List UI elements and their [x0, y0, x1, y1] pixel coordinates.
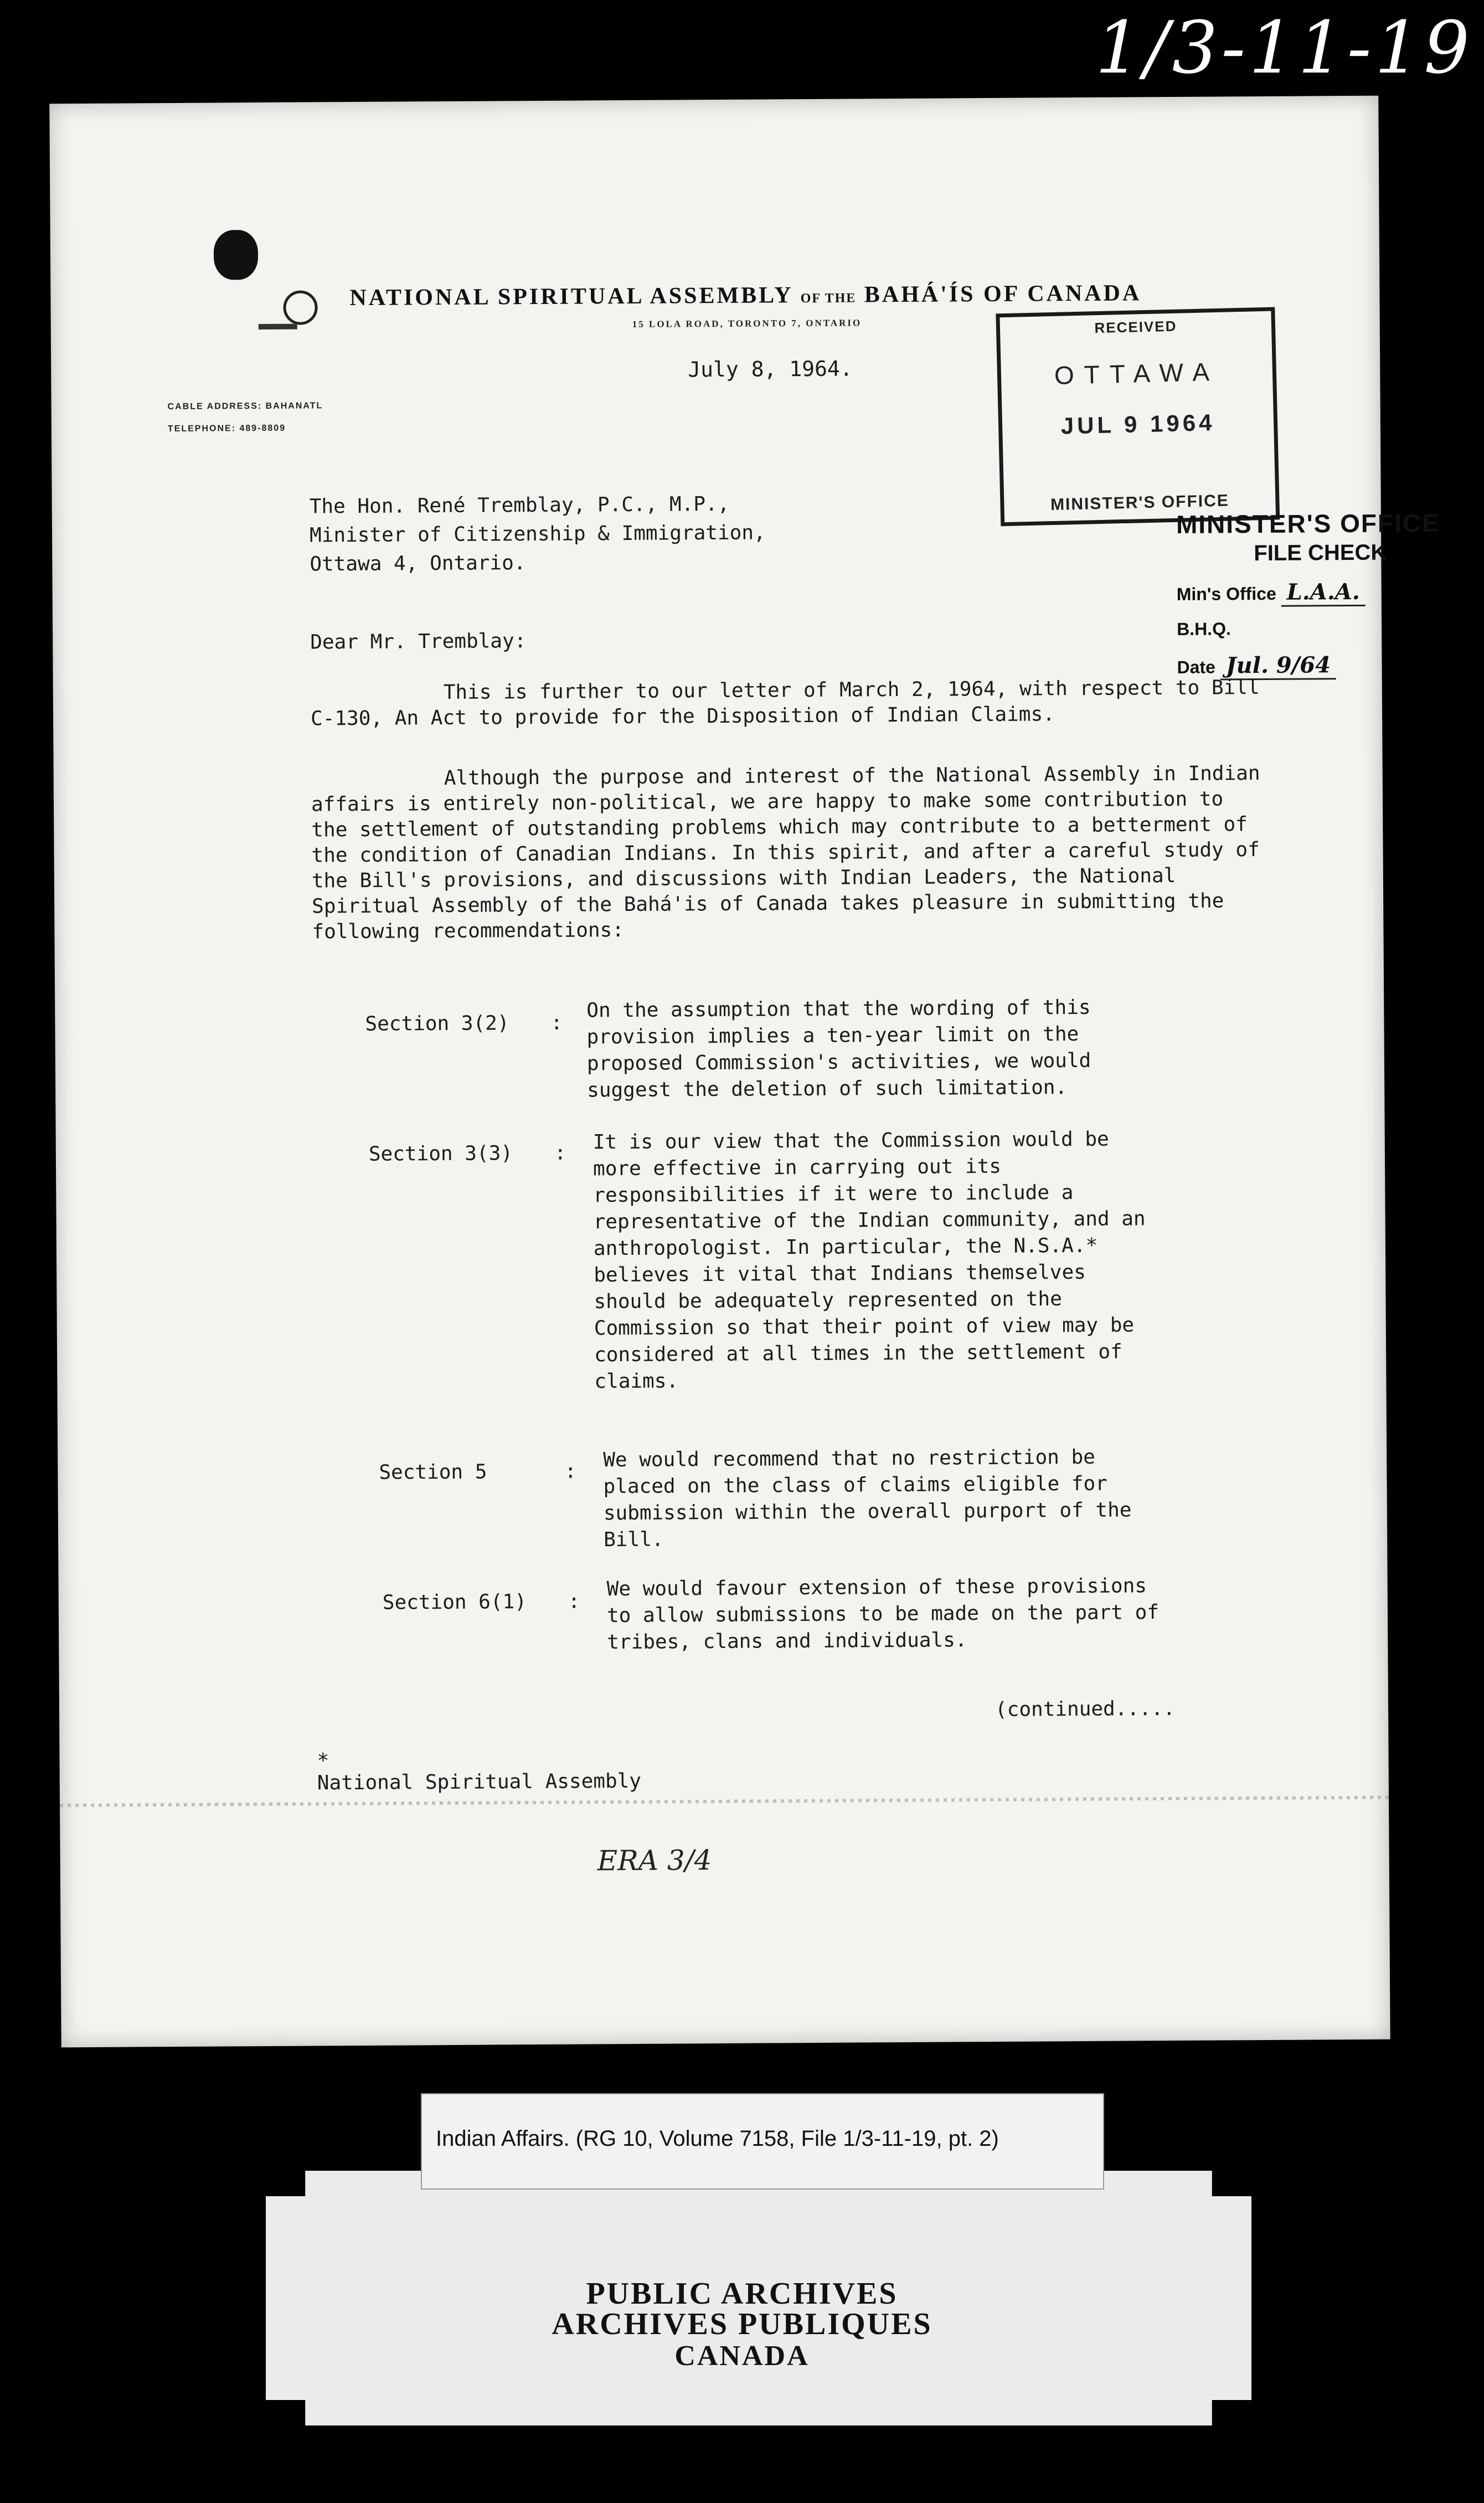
handwritten-file-reference: 1/3-11-19 [1095, 6, 1473, 90]
letterhead-telephone: TELEPHONE: 489-8809 [167, 423, 286, 434]
archive-line-1: PUBLIC ARCHIVES [586, 2277, 898, 2311]
continued-note: (continued..... [995, 1697, 1176, 1721]
section-text: We would recommend that no restriction be placed on the class of claims eligible for submission within the overall purport of the Bill. [603, 1445, 1132, 1552]
stamp-office: MINISTER'S OFFICE [1050, 491, 1230, 514]
letterhead-cable-address: CABLE ADDRESS: BAHANATL [167, 401, 323, 412]
file-check-date: Date Jul. 9/64 [1177, 651, 1442, 679]
addressee-line: Ottawa 4, Ontario. [310, 552, 526, 576]
addressee-line: Minister of Citizenship & Immigration, [309, 521, 766, 547]
footnote-star: * [317, 1749, 329, 1773]
stamp-top: RECEIVED [1094, 317, 1177, 337]
file-check-title: MINISTER'S OFFICE [1176, 508, 1440, 539]
seal-mark [259, 324, 297, 329]
file-check-stamp [1176, 508, 1443, 679]
archive-line-3: CANADA [674, 2340, 810, 2372]
file-check-subtitle: FILE CHECK [1254, 540, 1387, 566]
ink-blot [214, 230, 259, 280]
letterhead-address: 15 LOLA ROAD, TORONTO 7, ONTARIO [632, 317, 862, 329]
section-label: Section 5 [379, 1460, 487, 1484]
section-label: Section 3(3) [368, 1142, 513, 1166]
handwritten-initials: ERA 3/4 [597, 1844, 712, 1877]
section-colon: : [550, 1011, 563, 1034]
stamp-city: OTTAWA [1054, 357, 1220, 390]
addressee-block [310, 490, 766, 579]
letter-page [49, 96, 1440, 2048]
section-text: It is our view that the Commission would be more effective in carrying out its responsibilities if it were to include a representative of the Indian community, and an anthropologist. In particular, the N.S.A.* believes it vital that Indians themselves should be adequately represented on the Commission so that their point of view may be considered at all times in the settlement of claims. [592, 1127, 1146, 1393]
addressee-line: The Hon. René Tremblay, P.C., M.P., [309, 492, 730, 518]
file-check-mins-office: Min's Office L.A.A. [1177, 578, 1442, 606]
section-label: Section 3(2) [365, 1012, 509, 1036]
section-label: Section 6(1) [382, 1590, 527, 1614]
letterhead-title: NATIONAL SPIRITUAL ASSEMBLY OF THE BAHÁ'ÍS OF CANADA [349, 280, 1142, 311]
seal-icon [283, 290, 317, 325]
footnote: National Spiritual Assembly [317, 1769, 642, 1795]
archive-label [421, 2093, 1104, 2190]
section-colon: : [568, 1590, 580, 1613]
section-text: On the assumption that the wording of this provision implies a ten-year limit on the proposed Commission's activities, we would suggest the deletion of such limitation. [586, 996, 1091, 1102]
section-colon: : [554, 1141, 566, 1165]
received-stamp [996, 307, 1280, 526]
paragraph-1: This is further to our letter of March 2, 1964, with respect to Bill C-130, An Act to provide for the Disposition of Indian Claims. [310, 676, 1260, 730]
file-check-bhq: B.H.Q. [1177, 619, 1231, 639]
paragraph-2: Although the purpose and interest of the National Assembly in Indian affairs is entirely non-political, we are happy to make some contribution to the settlement of outstanding problems which may contribute to a betterment of the condition of Canadian Indians. In this spirit, and after a careful study of the Bill's provisions, and discussions with Indian Leaders, the National Spiritual Assembly of the Bahá'is of Canada takes pleasure in submitting the following recommendations: [311, 762, 1260, 944]
archive-line-2: ARCHIVES PUBLIQUES [552, 2307, 932, 2341]
page-fold-line [60, 1796, 1389, 1807]
section-colon: : [564, 1460, 577, 1483]
section-text: We would favour extension of these provisions to allow submissions to be made on the part of tribes, clans and individuals. [606, 1574, 1160, 1654]
letter-date: July 8, 1964. [688, 356, 853, 382]
stamp-date: JUL 9 1964 [1060, 409, 1215, 439]
archive-label-text: Indian Affairs. (RG 10, Volume 7158, File 1/3-11-19, pt. 2) [436, 2126, 999, 2151]
greeting: Dear Mr. Tremblay: [310, 630, 527, 654]
